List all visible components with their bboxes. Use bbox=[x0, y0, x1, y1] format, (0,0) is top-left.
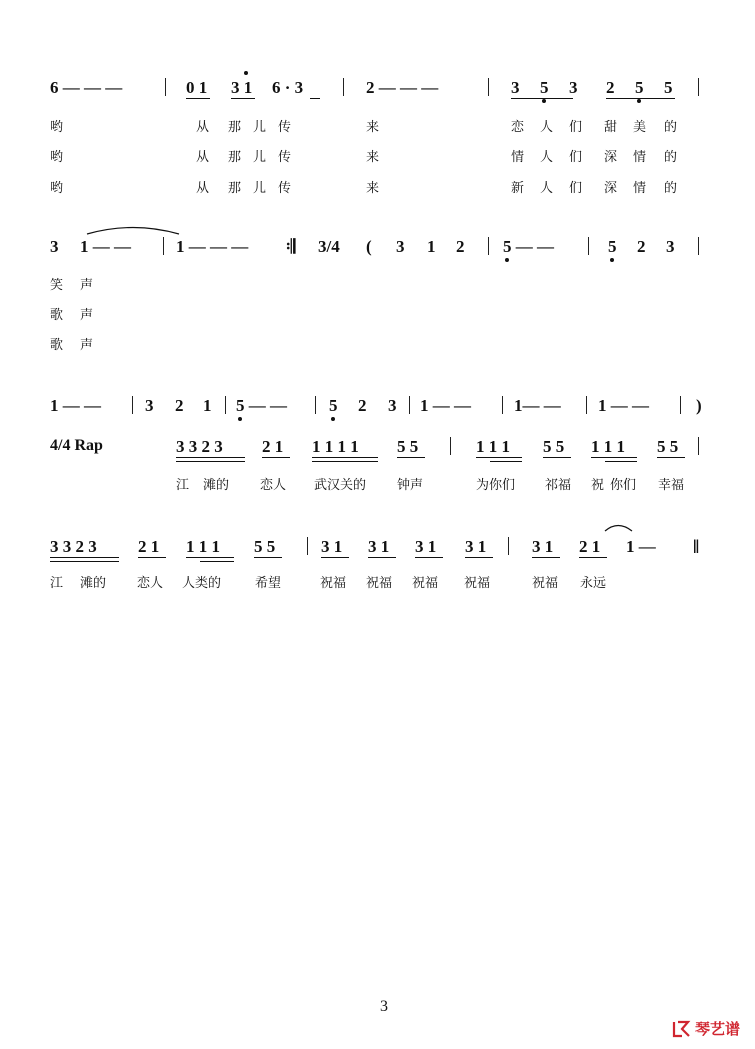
lyric: 儿 bbox=[253, 150, 267, 165]
note: 2 1 bbox=[262, 437, 284, 456]
final-barline: ‖ bbox=[693, 537, 700, 558]
note: 3 1 bbox=[532, 537, 554, 556]
lyric: 们 bbox=[569, 181, 583, 196]
barline bbox=[132, 396, 133, 414]
note: 2 bbox=[358, 396, 367, 415]
note: 2 bbox=[637, 237, 646, 256]
lyric: 祝福 bbox=[464, 576, 491, 591]
note: 3 1 bbox=[321, 537, 343, 556]
note: 5 bbox=[608, 237, 617, 256]
lyric: 恋人 bbox=[260, 478, 287, 493]
note: 2 bbox=[175, 396, 184, 415]
lyric: 儿 bbox=[253, 120, 267, 135]
note: ( bbox=[366, 237, 372, 256]
lyric: 祝福 bbox=[320, 576, 347, 591]
low-octave-dot bbox=[505, 258, 509, 262]
note: 3 bbox=[388, 396, 397, 415]
lyric: 人 bbox=[540, 120, 554, 135]
lyric: 幸福 bbox=[658, 478, 685, 493]
underline bbox=[138, 557, 166, 558]
note: 5 bbox=[664, 78, 673, 97]
lyric: 祝福 bbox=[532, 576, 559, 591]
note: 3 3 2 3 bbox=[50, 537, 97, 556]
note: 5 5 bbox=[397, 437, 419, 456]
tie-arc bbox=[86, 224, 182, 236]
note: 3 1 bbox=[231, 78, 253, 97]
note: 3 1 bbox=[368, 537, 390, 556]
lyric: 祝福 bbox=[366, 576, 393, 591]
note: 1 — — bbox=[50, 396, 101, 415]
lyric: 情 bbox=[633, 181, 647, 196]
tie-arc bbox=[604, 523, 634, 533]
high-octave-dot bbox=[244, 71, 248, 75]
page-number: 3 bbox=[380, 998, 388, 1015]
low-octave-dot bbox=[238, 417, 242, 421]
system-2-lyrics-3 bbox=[0, 334, 755, 364]
lyric: 美 bbox=[633, 120, 647, 135]
rap-lyrics bbox=[0, 474, 755, 504]
note: 6 — — — bbox=[50, 78, 123, 97]
note: 5 — — bbox=[236, 396, 287, 415]
verse-2 bbox=[0, 146, 755, 176]
repeat-sign: 𝄇 bbox=[286, 237, 296, 258]
underline bbox=[312, 461, 378, 462]
note: 1 1 1 bbox=[186, 537, 220, 556]
low-octave-dot bbox=[542, 99, 546, 103]
barline bbox=[315, 396, 316, 414]
system-3-notes bbox=[0, 396, 755, 426]
lyric: 江 bbox=[176, 478, 190, 493]
lyric: 歌 bbox=[50, 338, 64, 353]
lyric: 你们 bbox=[610, 478, 637, 493]
note: 1— — bbox=[514, 396, 561, 415]
barline bbox=[450, 437, 451, 455]
note: 1 — bbox=[626, 537, 656, 556]
lyric: 人类的 bbox=[182, 576, 222, 591]
note: 5 — — bbox=[503, 237, 554, 256]
lyric: 人 bbox=[540, 150, 554, 165]
underline bbox=[532, 557, 560, 558]
barline bbox=[698, 78, 699, 96]
barline bbox=[508, 537, 509, 555]
note: 3 1 bbox=[415, 537, 437, 556]
barline bbox=[343, 78, 344, 96]
underline bbox=[605, 461, 637, 462]
note: 5 bbox=[329, 396, 338, 415]
lyric: 情 bbox=[511, 150, 525, 165]
note: 2 1 bbox=[579, 537, 601, 556]
note: 2 bbox=[606, 78, 615, 97]
lyric: 从 bbox=[196, 181, 210, 196]
note: 1 1 1 bbox=[476, 437, 510, 456]
note: 1 1 1 bbox=[591, 437, 625, 456]
underline bbox=[476, 457, 522, 458]
lyric: 深 bbox=[604, 150, 618, 165]
note: 1 1 1 1 bbox=[312, 437, 359, 456]
system-5-notes bbox=[0, 537, 755, 567]
underline bbox=[50, 557, 119, 558]
lyric: 哟 bbox=[50, 120, 64, 135]
lyric: 那 bbox=[228, 181, 242, 196]
note: 1 — — bbox=[420, 396, 471, 415]
barline bbox=[586, 396, 587, 414]
barline bbox=[698, 237, 699, 255]
note: 2 — — — bbox=[366, 78, 439, 97]
lyric: 歌 bbox=[50, 308, 64, 323]
lyric: 来 bbox=[366, 120, 380, 135]
note: 3 bbox=[396, 237, 405, 256]
barline bbox=[698, 437, 699, 455]
barline bbox=[163, 237, 164, 255]
note: 3 bbox=[145, 396, 154, 415]
note: 3 bbox=[511, 78, 520, 97]
site-logo bbox=[672, 1018, 740, 1039]
lyric: 那 bbox=[228, 120, 242, 135]
lyric: 来 bbox=[366, 150, 380, 165]
lyric: 从 bbox=[196, 120, 210, 135]
lyric: 来 bbox=[366, 181, 380, 196]
note: 1 bbox=[427, 237, 436, 256]
note: 3 3 2 3 bbox=[176, 437, 223, 456]
lyric: 声 bbox=[80, 338, 94, 353]
underline bbox=[415, 557, 443, 558]
underline bbox=[186, 98, 210, 99]
lyric: 江 bbox=[50, 576, 64, 591]
underline bbox=[465, 557, 493, 558]
note: 5 5 bbox=[543, 437, 565, 456]
system-2-lyrics-2 bbox=[0, 304, 755, 334]
lyric: 传 bbox=[278, 120, 292, 135]
underline bbox=[254, 557, 282, 558]
barline bbox=[307, 537, 308, 555]
barline bbox=[165, 78, 166, 96]
underline bbox=[543, 457, 571, 458]
lyric: 笑 bbox=[50, 278, 64, 293]
underline bbox=[312, 457, 378, 458]
underline bbox=[176, 457, 245, 458]
barline bbox=[488, 237, 489, 255]
rap-notes bbox=[0, 437, 755, 467]
underline bbox=[50, 561, 119, 562]
lyric: 情 bbox=[633, 150, 647, 165]
barline bbox=[225, 396, 226, 414]
low-octave-dot bbox=[637, 99, 641, 103]
barline bbox=[488, 78, 489, 96]
lyric: 甜 bbox=[604, 120, 618, 135]
low-octave-dot bbox=[610, 258, 614, 262]
lyric: 哟 bbox=[50, 150, 64, 165]
note: 6 · 3 bbox=[272, 78, 304, 97]
rap-label: 4/4 Rap bbox=[50, 437, 103, 454]
lyric: 滩的 bbox=[80, 576, 107, 591]
lyric: 声 bbox=[80, 308, 94, 323]
barline bbox=[502, 396, 503, 414]
logo-icon bbox=[672, 1020, 692, 1038]
lyric: 那 bbox=[228, 150, 242, 165]
underline bbox=[310, 98, 320, 99]
note: 3 bbox=[569, 78, 578, 97]
lyric: 恋人 bbox=[137, 576, 164, 591]
lyric: 恋 bbox=[511, 120, 525, 135]
lyric: 祝 bbox=[591, 478, 605, 493]
verse-1 bbox=[0, 116, 755, 146]
lyric: 永远 bbox=[580, 576, 607, 591]
system-2-notes bbox=[0, 237, 755, 267]
lyric: 们 bbox=[569, 150, 583, 165]
logo-text: 琴艺谱 bbox=[695, 1020, 741, 1038]
note: 5 5 bbox=[254, 537, 276, 556]
note: 3 bbox=[666, 237, 675, 256]
paren: ) bbox=[696, 396, 702, 415]
lyric: 从 bbox=[196, 150, 210, 165]
lyric: 的 bbox=[664, 120, 678, 135]
note: 5 bbox=[540, 78, 549, 97]
note: 2 1 bbox=[138, 537, 160, 556]
lyric: 的 bbox=[664, 150, 678, 165]
note: 0 1 bbox=[186, 78, 208, 97]
lyric: 传 bbox=[278, 181, 292, 196]
underline bbox=[579, 557, 607, 558]
note: 1 — — — bbox=[176, 237, 249, 256]
underline bbox=[591, 457, 637, 458]
low-octave-dot bbox=[331, 417, 335, 421]
lyric: 为你们 bbox=[476, 478, 516, 493]
lyric: 武汉关的 bbox=[314, 478, 367, 493]
lyric: 们 bbox=[569, 120, 583, 135]
note: 3 bbox=[50, 237, 59, 256]
lyric: 钟声 bbox=[397, 478, 424, 493]
underline bbox=[186, 557, 234, 558]
lyric: 传 bbox=[278, 150, 292, 165]
lyric: 新 bbox=[511, 181, 525, 196]
system-2-lyrics-1 bbox=[0, 274, 755, 304]
note: 3 1 bbox=[465, 537, 487, 556]
underline bbox=[397, 457, 425, 458]
underline bbox=[176, 461, 245, 462]
lyric: 人 bbox=[540, 181, 554, 196]
system-1-notes bbox=[0, 78, 755, 108]
verse-3 bbox=[0, 177, 755, 207]
underline bbox=[231, 98, 255, 99]
underline bbox=[262, 457, 290, 458]
underline bbox=[657, 457, 685, 458]
note: 1 — — bbox=[80, 237, 131, 256]
lyric: 哟 bbox=[50, 181, 64, 196]
underline bbox=[368, 557, 396, 558]
lyric: 祝福 bbox=[412, 576, 439, 591]
barline bbox=[680, 396, 681, 414]
system-5-lyrics bbox=[0, 572, 755, 602]
lyric: 祁福 bbox=[545, 478, 572, 493]
barline bbox=[588, 237, 589, 255]
underline bbox=[490, 461, 522, 462]
note: 2 bbox=[456, 237, 465, 256]
note: 1 bbox=[203, 396, 212, 415]
lyric: 深 bbox=[604, 181, 618, 196]
lyric: 的 bbox=[664, 181, 678, 196]
lyric: 希望 bbox=[255, 576, 282, 591]
underline bbox=[321, 557, 349, 558]
note: 5 5 bbox=[657, 437, 679, 456]
lyric: 声 bbox=[80, 278, 94, 293]
time-signature: 3/4 bbox=[318, 237, 340, 256]
lyric: 滩的 bbox=[203, 478, 230, 493]
note: 1 — — bbox=[598, 396, 649, 415]
lyric: 儿 bbox=[253, 181, 267, 196]
barline bbox=[409, 396, 410, 414]
note: 5 bbox=[635, 78, 644, 97]
underline bbox=[200, 561, 234, 562]
